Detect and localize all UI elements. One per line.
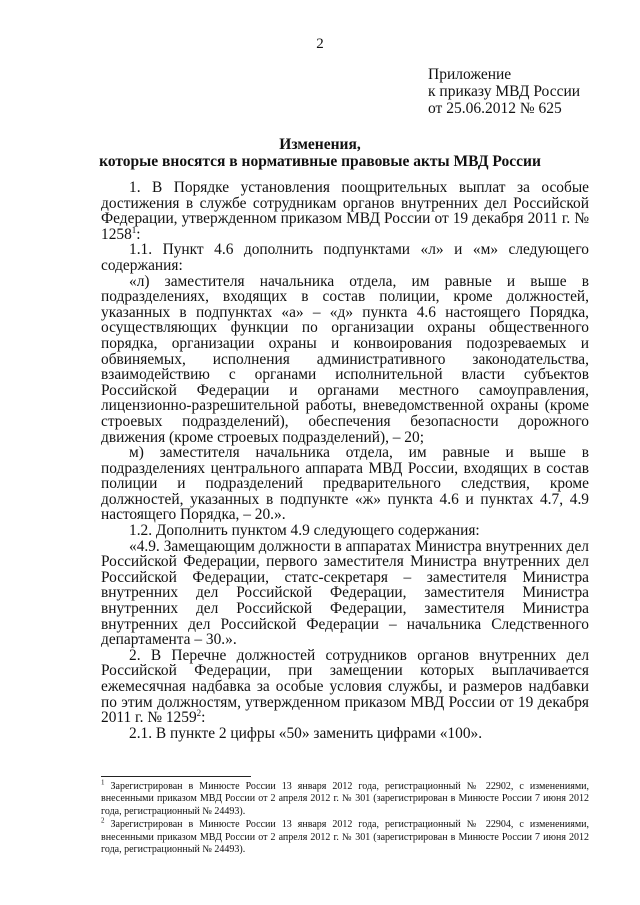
paragraph-2-1: 2.1. В пункте 2 цифры «50» заменить цифрами «100».	[129, 724, 483, 742]
paragraph-1-end: :	[136, 225, 141, 243]
paragraph-1-2: 1.2. Дополнить пунктом 4.9 следующего содержания:	[129, 522, 480, 540]
footnote-2-mark: 2	[101, 816, 105, 825]
footnote-ref-2: 2	[196, 708, 202, 719]
paragraph-1-text: 1. В Порядке установления поощрительных выплат за особые достижения в службе сотрудникам органов внутренних дел Российской Федерации, утвержденном приказом МВД России от 19 декабря 2011 г. № 1258	[101, 179, 589, 243]
subparagraph-l: «л) заместителя начальника отдела, им равные и выше в подразделениях, входящих в состав полиции, кроме должностей, указанных в подпунктах «а» – «д» пункта 4.6 настоящего Порядка, осуществляющих функции по организации охраны общественного порядка, организации охраны и конвоирования подозреваемых и обвиняемых, исполнения административного законодательства, взаимодействию с органами исполнительной власти субъектов Российской Федерации и органами местного самоуправления, лицензионно-разрешительной работы, вневедомственной охраны (кроме строевых подразделений), обеспечения безопасности дорожного движения (кроме строевых подразделений), – 20;	[101, 272, 589, 446]
footnote-ref-1: 1	[131, 224, 137, 235]
point-4-9: «4.9. Замещающим должности в аппаратах Министра внутренних дел Российской Федерации, первого заместителя Министра внутренних дел Российской Федерации, статс-секретаря – заместителя Министра внутренних дел Российской Федерации, заместителя Министра внутренних дел Российской Федерации, заместителя Министра внутренних дел Российской Федерации – начальника Следственного департамента – 30.».	[101, 537, 589, 649]
footnote-divider	[101, 776, 251, 777]
appendix-header	[428, 66, 580, 117]
appendix-line-3: от 25.06.2012 № 625	[428, 100, 562, 117]
paragraph-2	[101, 648, 589, 726]
document-body	[101, 180, 589, 741]
document-title	[0, 136, 640, 170]
footnote-1	[101, 778, 590, 818]
page-number: 2	[316, 36, 324, 52]
title-line-2: которые вносятся в нормативные правовые акты МВД России	[99, 153, 541, 170]
paragraph-1	[101, 180, 589, 242]
footnote-2	[101, 816, 590, 856]
appendix-line-1: Приложение	[428, 66, 512, 83]
title-line-1: Изменения,	[279, 136, 361, 153]
footnote-1-mark: 1	[101, 778, 105, 787]
paragraph-1-1: 1.1. Пункт 4.6 дополнить подпунктами «л» и «м» следующего содержания:	[101, 241, 589, 274]
footnote-2-text: Зарегистрирован в Минюсте России 13 января 2012 года, регистрационный № 22904, с изменениями, внесенными приказом МВД России от 2 апреля 2012 г. № 301 (зарегистрирован в Минюсте России 7 июня 2012 года, регистрационный № 24493).	[101, 819, 590, 856]
footnotes	[101, 776, 589, 857]
appendix-line-2: к приказу МВД России	[428, 83, 581, 100]
footnote-1-text: Зарегистрирован в Минюсте России 13 января 2012 года, регистрационный № 22902, с изменениями, внесенными приказом МВД России от 2 апреля 2012 г. № 301 (зарегистрирован в Минюсте России 7 июня 2012 года, регистрационный № 24493).	[101, 781, 590, 817]
paragraph-2-text: 2. В Перечне должностей сотрудников органов внутренних дел Российской Федерации, при замещении которых выплачивается ежемесячная надбавка за особые условия службы, и размеров надбавки по этим должностям, утвержденном приказом МВД России от 19 декабря 2011 г. № 1259	[101, 646, 589, 727]
subparagraph-m: м) заместителя начальника отдела, им равные и выше в подразделениях центрального аппарата МВД России, входящих в состав полиции и подразделений предварительного следствия, кроме должностей, указанных в подпункте «ж» пункта 4.6 и пунктах 4.7, 4.9 настоящего Порядка, – 20.».	[101, 444, 589, 524]
paragraph-2-end: :	[201, 709, 206, 727]
